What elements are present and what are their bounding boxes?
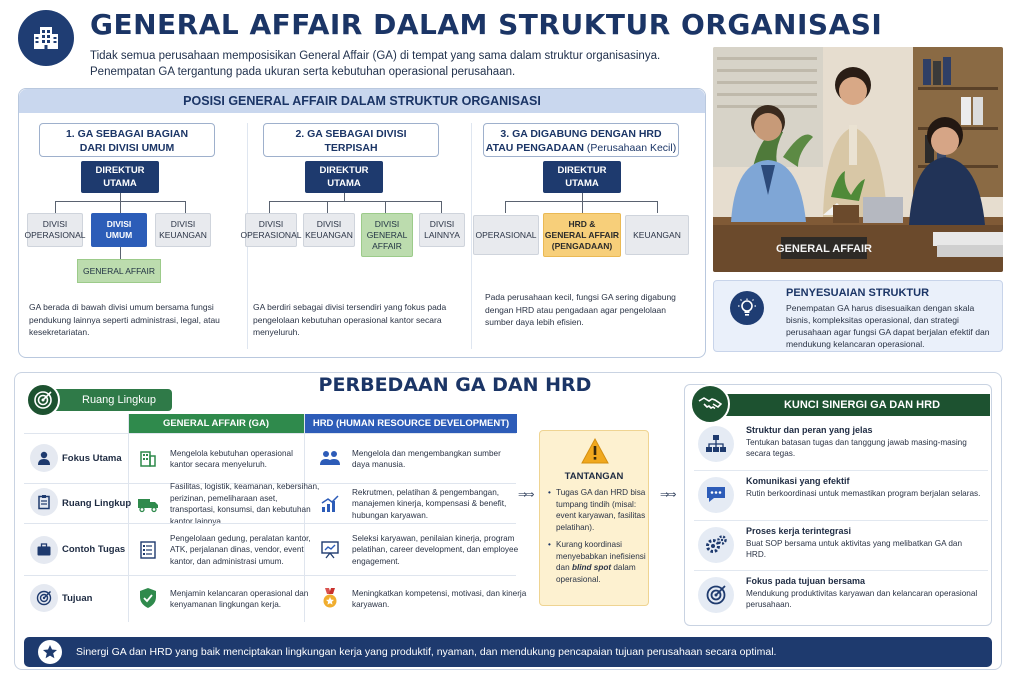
hrd-cell: Meningkatkan kompetensi, motivasi, dan kinerja karyawan. xyxy=(352,588,527,609)
office-building-icon xyxy=(136,446,160,470)
division-lainnya: DIVISI LAINNYA xyxy=(419,213,465,247)
structure-ga-separate-division xyxy=(240,123,473,351)
column-header-ga: GENERAL AFFAIR (GA) xyxy=(128,414,304,433)
division-keuangan: KEUANGAN xyxy=(625,215,689,255)
division-general-affair: DIVISI GENERAL AFFAIR xyxy=(361,213,413,257)
general-affair-box: GENERAL AFFAIR xyxy=(77,259,161,283)
page-title: GENERAL AFFAIR DALAM STRUKTUR ORGANISASI xyxy=(90,8,883,41)
synergy-item-title: Fokus pada tujuan bersama xyxy=(746,576,866,586)
arrow-icon: ⇒⇒ xyxy=(518,489,533,501)
director-box: DIREKTUR UTAMA xyxy=(81,161,159,193)
handshake-icon xyxy=(690,384,730,424)
col1-title: 1. GA SEBAGAI BAGIAN DARI DIVISI UMUM xyxy=(39,123,215,157)
lightbulb-icon xyxy=(730,291,764,325)
positions-banner: POSISI GENERAL AFFAIR DALAM STRUKTUR ORGANISASI xyxy=(19,89,705,113)
synergy-item-title: Proses kerja terintegrasi xyxy=(746,526,852,536)
clipboard-icon xyxy=(30,488,58,516)
synergy-item-text: Rutin berkoordinasi untuk memastikan program berjalan selaras. xyxy=(746,489,981,498)
hrd-cell: Rekrutmen, pelatihan & pengembangan, manajemen kinerja, kompensasi & benefit, hubungan karyawan. xyxy=(352,487,507,520)
challenge-list xyxy=(548,487,648,591)
scope-badge xyxy=(26,383,174,415)
synergy-item xyxy=(694,570,988,618)
table-row xyxy=(24,523,519,575)
synergy-item-text: Mendukung produktivitas karyawan dan kelancaran operasional perusahaan. xyxy=(746,589,978,609)
table-row xyxy=(24,482,516,526)
chat-bubble-icon xyxy=(698,477,734,513)
synergy-item-text: Tentukan batasan tugas dan tanggung jawab masing-masing secara tegas. xyxy=(746,438,967,458)
target-icon xyxy=(698,577,734,613)
ga-cell: Pengelolaan gedung, peralatan kantor, ATK, perjalanan dinas, vendor, event kantor, dan administrasi umum. xyxy=(170,533,311,566)
ga-cell: Menjamin kelancaran operasional dan kenyamanan lingkungan kerja. xyxy=(170,588,309,609)
subtitle-line-1: Tidak semua perusahaan memposisikan General Affair (GA) di tempat yang sama dalam struktur organisasinya. xyxy=(90,50,661,62)
division-operasional: DIVISI OPERASIONAL xyxy=(245,213,297,247)
page-subtitle xyxy=(90,48,700,80)
scope-badge-label: Ruang Lingkup xyxy=(42,389,172,411)
strategy-text: Penempatan GA harus disesuaikan dengan skala bisnis, kompleksitas operasional, dan strategi perusahaan agar fungsi GA dapat berjalan efektif dan mendukung kelancaran operasional. xyxy=(786,303,990,349)
synergy-item-title: Komunikasi yang efektif xyxy=(746,476,850,486)
row-label: Fokus Utama xyxy=(62,453,122,464)
target-icon xyxy=(30,584,58,612)
synergy-item xyxy=(694,470,988,518)
hrd-cell: Seleksi karyawan, penilaian kinerja, program pelatihan, career development, dan employee engagement. xyxy=(352,533,519,566)
target-icon xyxy=(26,383,60,417)
division-hrd-general-affair: HRD & GENERAL AFFAIR (PENGADAAN) xyxy=(543,213,621,257)
synergy-item-text: Buat SOP bersama untuk aktivitas yang melibatkan GA dan HRD. xyxy=(746,539,963,559)
ga-cell: Mengelola kebutuhan operasional kantor secara menyeluruh. xyxy=(170,448,293,469)
structure-ga-under-general-division xyxy=(25,123,249,351)
division-keuangan: DIVISI KEUANGAN xyxy=(303,213,355,247)
warning-icon xyxy=(580,437,610,465)
person-icon xyxy=(30,444,58,472)
office-photo xyxy=(713,47,1003,272)
col2-description: GA berdiri sebagai divisi tersendiri yang fokus pada pengelolaan kebutuhan operasional kantor secara menyeluruh. xyxy=(253,302,447,337)
general-affair-sign: GENERAL AFFAIR xyxy=(776,243,872,255)
differences-title: PERBEDAAN GA DAN HRD xyxy=(318,374,592,396)
structure-adjustment-card xyxy=(713,280,1003,352)
checklist-icon xyxy=(136,538,160,562)
row-label: Ruang Lingkup xyxy=(62,498,132,509)
col3-title: 3. GA DIGABUNG DENGAN HRD ATAU PENGADAAN (Perusahaan Kecil) xyxy=(483,123,679,157)
footer-text: Sinergi GA dan HRD yang baik menciptakan lingkungan kerja yang produktif, nyaman, dan mendukung pencapaian tujuan perusahaan secara optimal. xyxy=(76,646,777,658)
division-keuangan: DIVISI KEUANGAN xyxy=(155,213,211,247)
col3-description: Pada perusahaan kecil, fungsi GA sering digabung dengan HRD atau pengadaan agar pengelolaan sumber daya lebih efisien. xyxy=(485,292,676,327)
presentation-board-icon xyxy=(318,538,342,562)
synergy-item xyxy=(694,520,988,568)
table-row xyxy=(24,575,527,621)
challenge-item: • Tugas GA dan HRD bisa tumpang tindih (misal: event karyawan, fasilitas pelatihan). xyxy=(548,487,648,533)
division-operasional: DIVISI OPERASIONAL xyxy=(27,213,83,247)
briefcase-icon xyxy=(30,536,58,564)
director-box: DIREKTUR UTAMA xyxy=(543,161,621,193)
growth-chart-icon xyxy=(318,492,342,516)
shield-check-icon xyxy=(136,586,160,610)
synergy-item xyxy=(694,420,988,468)
challenge-card xyxy=(539,430,649,606)
delivery-truck-icon xyxy=(136,492,160,516)
gears-icon xyxy=(698,527,734,563)
synergy-title: KUNCI SINERGI GA DAN HRD xyxy=(718,394,990,416)
hrd-cell: Mengelola dan mengembangkan sumber daya manusia. xyxy=(352,448,501,469)
division-operasional: OPERASIONAL xyxy=(473,215,539,255)
col1-description: GA berada di bawah divisi umum bersama fungsi pendukung lainnya seperti administrasi, legal, atau kesekretariatan. xyxy=(29,302,220,337)
row-label: Tujuan xyxy=(62,593,93,604)
footer-banner xyxy=(24,637,992,667)
col2-title: 2. GA SEBAGAI DIVISI TERPISAH xyxy=(263,123,439,157)
star-icon xyxy=(38,640,62,664)
challenge-item: • Kurang koordinasi menyebabkan inefisiensi dan blind spot dalam operasional. xyxy=(548,539,648,585)
structure-ga-merged-hrd xyxy=(473,123,697,351)
ga-cell: Fasilitas, logistik, keamanan, kebersihan, perizinan, pemeliharaan aset, transportasi, konsumsi, dan kebutuhan kantor lainnya. xyxy=(170,482,320,526)
row-label: Contoh Tugas xyxy=(62,544,126,555)
column-header-hrd: HRD (HUMAN RESOURCE DEVELOPMENT) xyxy=(305,414,517,433)
synergy-item-title: Struktur dan peran yang jelas xyxy=(746,425,873,435)
challenge-title: TANTANGAN xyxy=(564,471,624,482)
table-row xyxy=(24,433,516,483)
arrow-icon: ⇒⇒ xyxy=(660,489,675,501)
division-umum: DIVISI UMUM xyxy=(91,213,147,247)
positions-panel xyxy=(18,88,706,358)
medal-icon xyxy=(318,586,342,610)
org-chart-icon xyxy=(698,426,734,462)
people-group-icon xyxy=(318,446,342,470)
director-box: DIREKTUR UTAMA xyxy=(305,161,383,193)
building-icon xyxy=(18,10,74,66)
subtitle-line-2: Penempatan GA tergantung pada ukuran serta kebutuhan operasional perusahaan. xyxy=(90,66,516,78)
strategy-title: PENYESUAIAN STRUKTUR xyxy=(786,287,930,299)
